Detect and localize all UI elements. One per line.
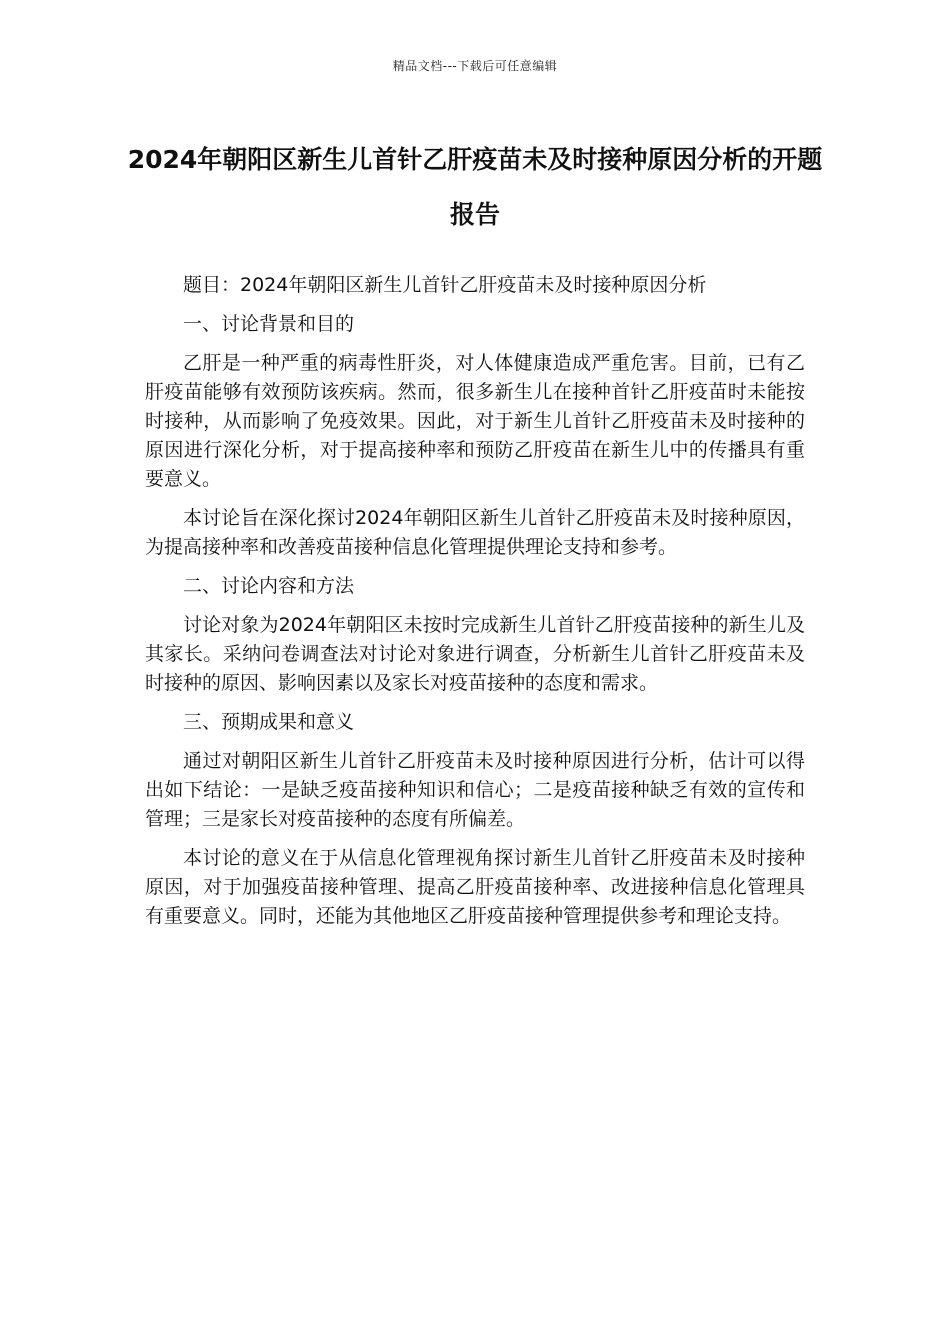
paragraph-outcomes-2: 本讨论的意义在于从信息化管理视角探讨新生儿首针乙肝疫苗未及时接种原因，对于加强疫苗接种管理、提高乙肝疫苗接种率、改进接种信息化管理具有重要意义。同时，还能为其他地区乙肝疫苗接种管理提供参考和理论支持。 (145, 847, 805, 927)
topic-line: 题目：2024年朝阳区新生儿首针乙肝疫苗未及时接种原因分析 (183, 274, 707, 296)
paragraph-background-1: 乙肝是一种严重的病毒性肝炎，对人体健康造成严重危害。目前，已有乙肝疫苗能够有效预防该疾病。然而，很多新生儿在接种首针乙肝疫苗时未能按时接种，从而影响了免疫效果。因此，对于新生儿首针乙肝疫苗未及时接种的原因进行深化分析，对于提高接种率和预防乙肝疫苗在新生儿中的传播具有重要意义。 (145, 352, 805, 490)
document-body (145, 271, 805, 941)
paragraph-methods-1: 讨论对象为2024年朝阳区未按时完成新生儿首针乙肝疫苗接种的新生儿及其家长。采纳问卷调查法对讨论对象进行调查，分析新生儿首针乙肝疫苗未及时接种的原因、影响因素以及家长对疫苗接种的态度和需求。 (145, 614, 805, 694)
section-heading-methods: 二、讨论内容和方法 (183, 575, 355, 597)
paragraph-background-2: 本讨论旨在深化探讨2024年朝阳区新生儿首针乙肝疫苗未及时接种原因，为提高接种率和改善疫苗接种信息化管理提供理论支持和参考。 (145, 507, 805, 558)
paragraph-outcomes-1: 通过对朝阳区新生儿首针乙肝疫苗未及时接种原因进行分析，估计可以得出如下结论：一是缺乏疫苗接种知识和信心；二是疫苗接种缺乏有效的宣传和管理；三是家长对疫苗接种的态度有所偏差。 (145, 750, 805, 830)
header-note: 精品文档---下载后可任意编辑 (392, 59, 558, 73)
section-heading-background: 一、讨论背景和目的 (183, 313, 355, 335)
document-title: 2024年朝阳区新生儿首针乙肝疫苗未及时接种原因分析的开题报告 (127, 145, 823, 229)
section-heading-outcomes: 三、预期成果和意义 (183, 711, 355, 733)
